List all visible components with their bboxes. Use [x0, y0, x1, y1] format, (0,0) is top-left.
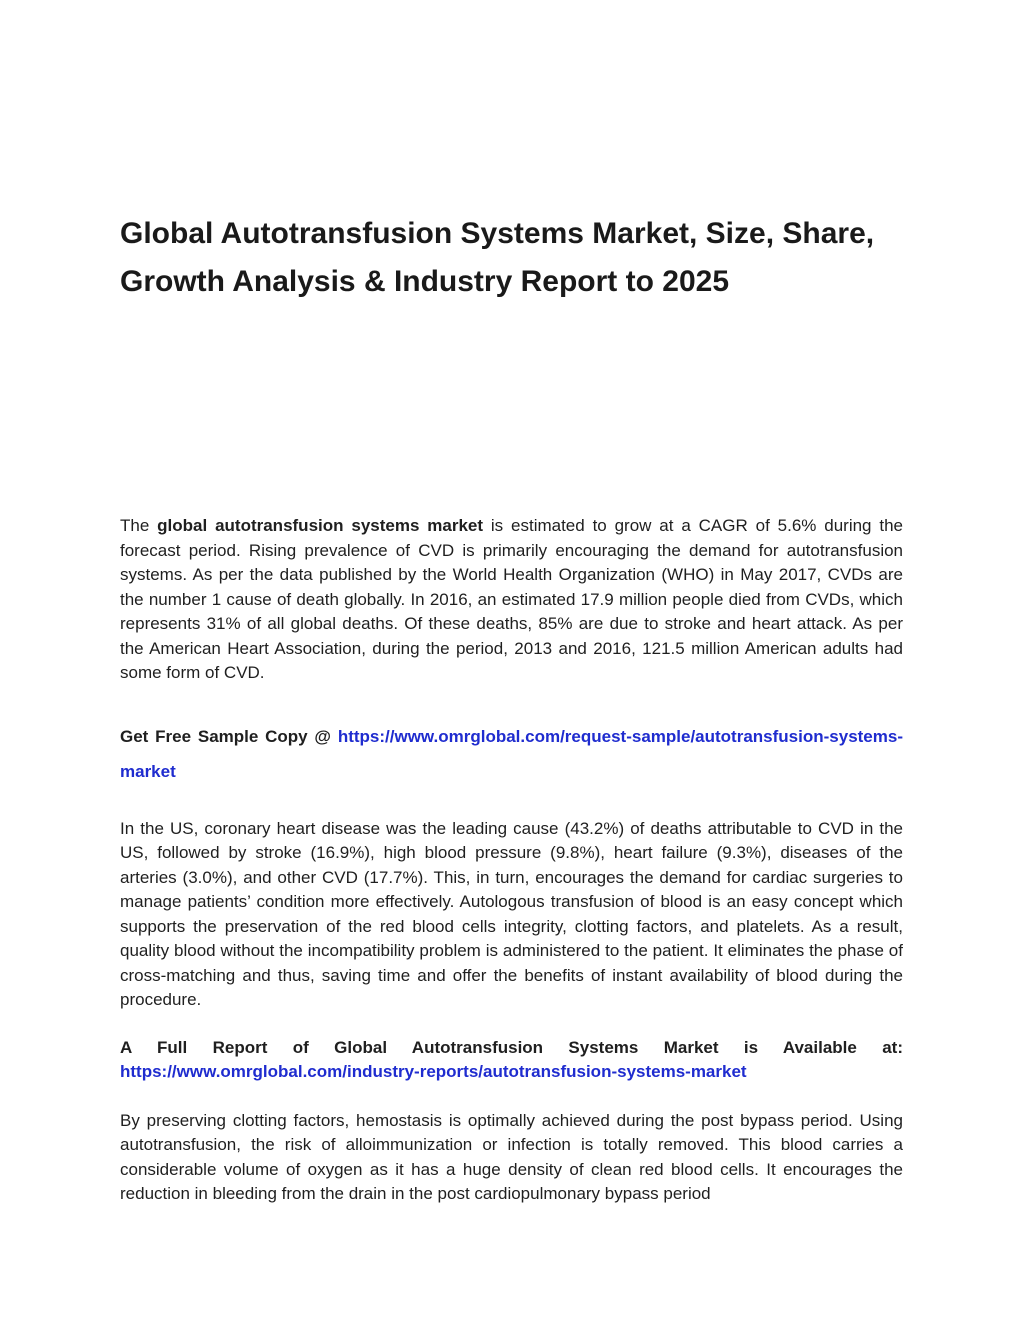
title-line-2: Growth Analysis & Industry Report to 2025: [120, 265, 730, 298]
intro-paragraph: [120, 514, 903, 686]
intro-lead: The: [120, 516, 158, 535]
intro-text: is estimated to grow at a CAGR of 5.6% during the forecast period. Rising prevalence of CVD is primarily encouraging the demand for autotransfusion systems. As per the data published by the World Health Organization (WHO) in May 2017, CVDs are the number 1 cause of death globally. In 2016, an estimated 17.9 million people died from CVDs, which represents 31% of all global deaths. Of these deaths, 85% are due to stroke and heart attack. As per the American Heart Association, during the period, 2013 and 2016, 121.5 million American adults had some form of CVD.: [120, 516, 903, 682]
clotting-factors-paragraph: By preserving clotting factors, hemostasis is optimally achieved during the post bypass period. Using autotransfusion, the risk of alloimmunization or infection is totally removed. This blood carries a considerable volume of oxygen as it has a huge density of clean red blood cells. It encourages the reduction in bleeding from the drain in the post cardiopulmonary bypass period: [120, 1110, 903, 1203]
sample-copy-paragraph: [120, 719, 903, 789]
sample-copy-label: Get Free Sample Copy @: [120, 726, 338, 746]
document-title: [120, 210, 910, 306]
title-line-1: Global Autotransfusion Systems Market, Size, Share,: [120, 217, 875, 250]
full-report-paragraph: [120, 1036, 903, 1085]
sample-copy-link[interactable]: https://www.omrglobal.com/request-sample/autotransfusion-systems-market: [120, 726, 903, 781]
full-report-link[interactable]: https://www.omrglobal.com/industry-reports/autotransfusion-systems-market: [120, 1062, 747, 1081]
intro-bold-term: global autotransfusion systems market: [157, 516, 484, 535]
document-body: [120, 514, 903, 1207]
full-report-label: A Full Report of Global Autotransfusion Systems Market is Available at:: [120, 1037, 903, 1057]
us-cvd-paragraph: In the US, coronary heart disease was the leading cause (43.2%) of deaths attributable to CVD in the US, followed by stroke (16.9%), high blood pressure (9.8%), heart failure (9.3%), diseases of the arteries (3.0%), and other CVD (17.7%). This, in turn, encourages the demand for cardiac surgeries to manage patients’ condition more effectively. Autologous transfusion of blood is an easy concept which supports the preservation of the red blood cells integrity, clotting factors, and platelets. As a result, quality blood without the incompatibility problem is administered to the patient. It eliminates the phase of cross-matching and thus, saving time and offer the benefits of instant availability of blood during the procedure.: [120, 818, 903, 1009]
